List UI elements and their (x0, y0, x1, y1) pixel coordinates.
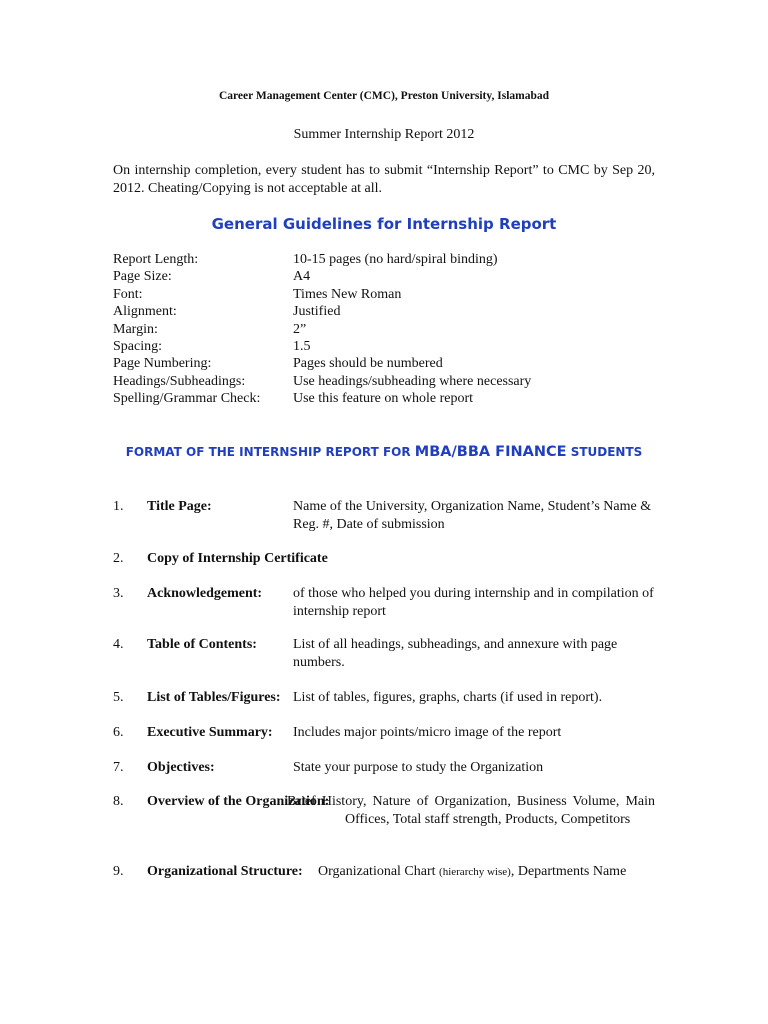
item-description-main: Organizational Chart (318, 864, 440, 879)
report-title: Summer Internship Report 2012 (293, 127, 475, 142)
guideline-row (113, 374, 531, 391)
guideline-row (113, 391, 531, 408)
guideline-value: 2” (293, 321, 307, 337)
format-heading-program: MBA/BBA FINANCE (414, 444, 567, 460)
guideline-key: Font: (113, 286, 143, 302)
item-description (318, 863, 655, 882)
item-number: 3. (113, 586, 124, 601)
guideline-row (113, 356, 531, 373)
item-number: 9. (113, 864, 124, 879)
item-number: 7. (113, 760, 124, 775)
item-label: Organizational Structure: (147, 864, 303, 879)
item-description: List of tables, figures, graphs, charts (if used in report). (293, 690, 603, 705)
item-description: Name of the University, Organization Name, Student’s Name & Reg. #, Date of submission (293, 499, 652, 532)
institution-header: Career Management Center (CMC), Preston University, Islamabad (218, 90, 550, 102)
guideline-key: Headings/Subheadings: (113, 373, 246, 389)
item-label: Executive Summary: (147, 725, 273, 740)
guideline-key: Margin: (113, 321, 158, 337)
guidelines-table (113, 252, 531, 409)
format-heading-prefix: FORMAT OF THE INTERNSHIP REPORT FOR (125, 445, 415, 459)
item-description-note: (hierarchy wise) (439, 866, 511, 878)
format-item (113, 585, 655, 620)
guideline-key: Alignment: (113, 304, 177, 320)
guideline-row (113, 252, 531, 269)
item-label: Table of Contents: (147, 637, 257, 652)
guideline-key: Page Numbering: (113, 356, 212, 372)
guideline-row (113, 287, 531, 304)
guideline-value: Use headings/subheading where necessary (293, 373, 532, 389)
guideline-row (113, 269, 531, 286)
format-item (113, 759, 655, 777)
guideline-key: Page Size: (113, 269, 172, 285)
item-number: 5. (113, 690, 124, 705)
item-description: List of all headings, subheadings, and annexure with page numbers. (293, 637, 618, 670)
guideline-value: Pages should be numbered (293, 356, 443, 372)
format-heading-suffix: STUDENTS (566, 445, 643, 459)
item-description: Brief History, Nature of Organization, Business Volume, Main Offices, Total staff strength, Products, Competitors (287, 794, 655, 827)
format-item (113, 498, 655, 533)
guideline-value: Use this feature on whole report (293, 391, 473, 407)
item-label: Objectives: (147, 760, 215, 775)
item-number: 1. (113, 499, 124, 514)
format-item (113, 724, 655, 742)
format-item (113, 689, 655, 707)
format-item (113, 863, 655, 882)
guideline-key: Spelling/Grammar Check: (113, 391, 261, 407)
guideline-value: Times New Roman (293, 286, 402, 302)
guidelines-heading: General Guidelines for Internship Report (211, 215, 557, 233)
item-number: 4. (113, 637, 124, 652)
guideline-value: 10-15 pages (no hard/spiral binding) (293, 252, 498, 267)
item-label: List of Tables/Figures: (147, 690, 281, 705)
intro-paragraph: On internship completion, every student has to submit “Internship Report” to CMC by Sep 20, 2012. Cheating/Copying is not acceptable at all. (113, 163, 655, 196)
format-heading (0, 444, 768, 460)
item-label: Acknowledgement: (147, 586, 263, 601)
guideline-value: Justified (293, 304, 341, 320)
guideline-key: Report Length: (113, 252, 199, 267)
format-item (113, 636, 655, 671)
item-description: State your purpose to study the Organization (293, 760, 544, 775)
guideline-value: A4 (293, 269, 311, 285)
item-label: Overview of the Organization: (147, 794, 330, 809)
item-number: 8. (113, 794, 124, 809)
item-description: of those who helped you during internship and in compilation of internship report (293, 586, 654, 619)
item-label: Copy of Internship Certificate (147, 551, 328, 566)
item-description-end: , Departments Name (510, 864, 627, 879)
guideline-row (113, 339, 531, 356)
format-item (113, 793, 655, 828)
guideline-row (113, 322, 531, 339)
guideline-value: 1.5 (293, 338, 311, 354)
guideline-row (113, 304, 531, 321)
guideline-key: Spacing: (113, 338, 162, 354)
item-number: 2. (113, 551, 124, 566)
item-number: 6. (113, 725, 124, 740)
item-description: Includes major points/micro image of the report (293, 725, 562, 740)
item-label: Title Page: (147, 499, 212, 514)
